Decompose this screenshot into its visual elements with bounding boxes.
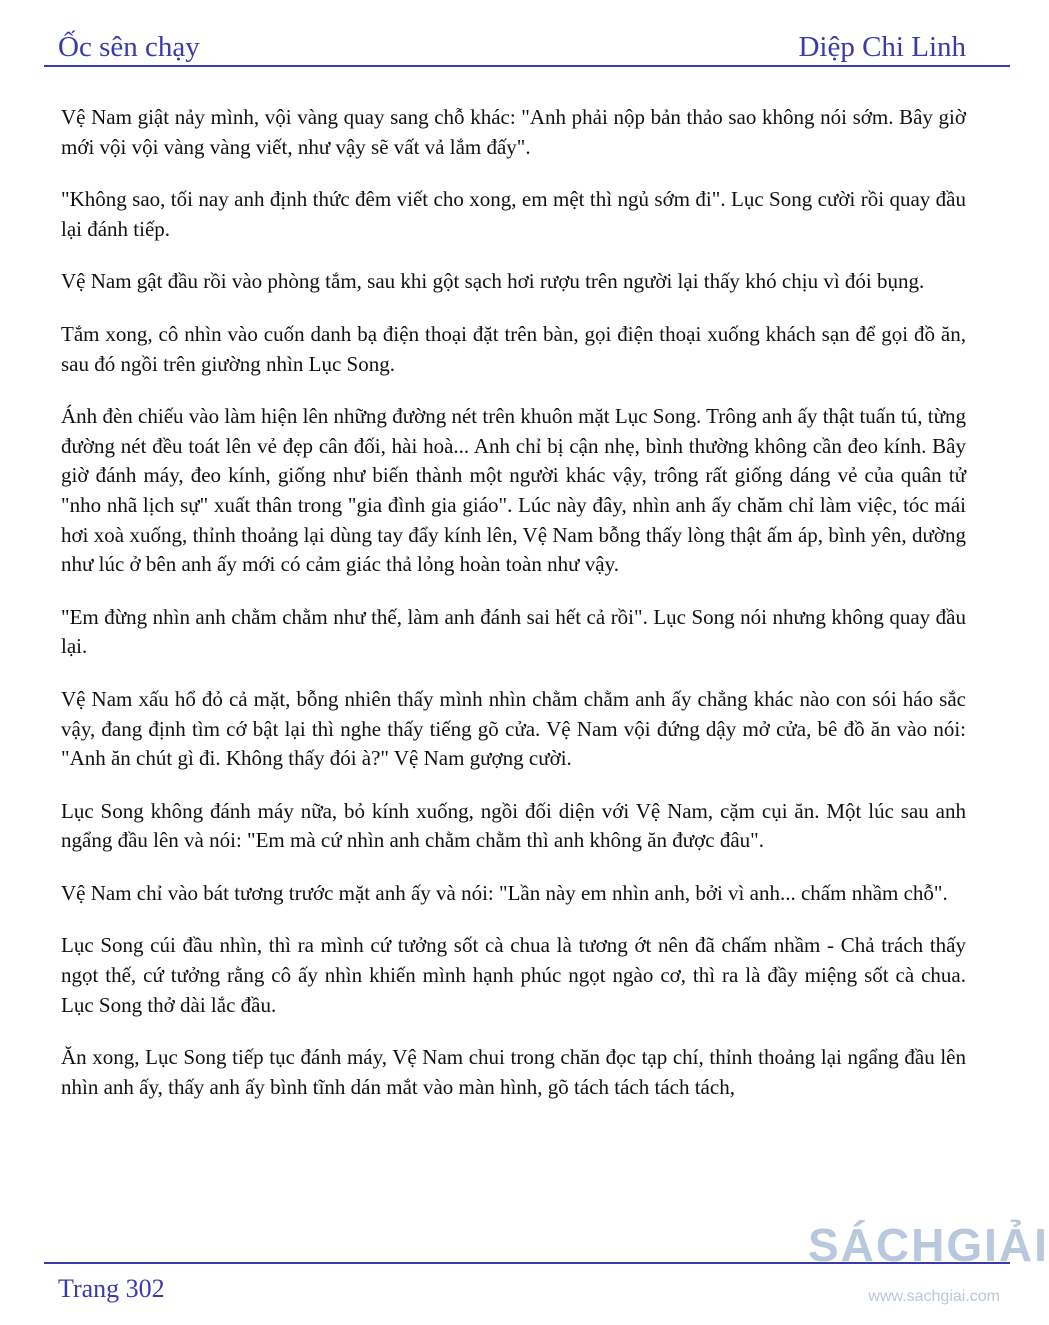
page-header [58,24,966,64]
paragraph-8: Lục Song không đánh máy nữa, bỏ kính xuống, ngồi đối diện với Vệ Nam, cặm cụi ăn. Một lúc sau anh ngẩng đầu lên và nói: "Em mà cứ nhìn anh chằm chằm thì anh không ăn được đâu". [61,798,966,853]
book-title: Ốc sên chạy [58,31,200,63]
paragraph-5: Ánh đèn chiếu vào làm hiện lên những đường nét trên khuôn mặt Lục Song. Trông anh ấy thật tuấn tú, từng đường nét đều toát lên vẻ đẹp cân đối, hài hoà... Anh chỉ bị cận nhẹ, bình thường không cần đeo kính. Bây giờ đánh máy, đeo kính, giống như biến thành một người khác vậy, trông rất giống dáng vẻ của quân tử "nho nhã lịch sự" xuất thân trong "gia đình gia giáo". Lúc này đây, nhìn anh ấy chăm chỉ làm việc, tóc mái hơi xoà xuống, thỉnh thoảng lại dùng tay đẩy kính lên, Vệ Nam bỗng thấy lòng thật ấm áp, bình yên, dường như lúc ở bên anh ấy mới có cảm giác thả lỏng hoàn toàn như vậy. [61,404,966,577]
watermark-url: www.sachgiai.com [868,1288,1000,1305]
watermark-logo: SÁCHGIẢI [808,1219,1049,1271]
paragraph-4: Tắm xong, cô nhìn vào cuốn danh bạ điện thoại đặt trên bàn, gọi điện thoại xuống khách sạn để gọi đồ ăn, sau đó ngồi trên giường nhìn Lục Song. [61,321,966,376]
author-name: Diệp Chi Linh [798,31,966,63]
paragraph-2: "Không sao, tối nay anh định thức đêm viết cho xong, em mệt thì ngủ sớm đi". Lục Song cười rồi quay đầu lại đánh tiếp. [61,187,966,241]
paragraph-10: Lục Song cúi đầu nhìn, thì ra mình cứ tưởng sốt cà chua là tương ớt nên đã chấm nhầm - Chả trách thấy ngọt thế, cứ tưởng rằng cô ấy nhìn khiến mình hạnh phúc ngọt ngào cơ, thì ra là đầy miệng sốt cà chua. Lục Song thở dài lắc đầu. [61,933,966,1017]
watermark [808,1219,1049,1318]
page-number: Trang 302 [58,1274,165,1303]
paragraph-9: Vệ Nam chỉ vào bát tương trước mặt anh ấy và nói: "Lần này em nhìn anh, bởi vì anh... chấm nhầm chỗ". [61,880,948,905]
paragraph-11: Ăn xong, Lục Song tiếp tục đánh máy, Vệ Nam chui trong chăn đọc tạp chí, thỉnh thoảng lại ngẩng đầu lên nhìn anh ấy, thấy anh ấy bình tĩnh dán mắt vào màn hình, gõ tách tách tách tách, [61,1045,966,1099]
paragraph-6: "Em đừng nhìn anh chằm chằm như thế, làm anh đánh sai hết cả rồi". Lục Song nói nhưng không quay đầu lại. [61,604,966,659]
page-body [61,103,966,1125]
header-divider [44,65,1010,67]
paragraph-1: Vệ Nam giật nảy mình, vội vàng quay sang chỗ khác: "Anh phải nộp bản thảo sao không nói sớm. Bây giờ mới vội vội vàng vàng viết, như vậy sẽ vất vả lắm đấy". [61,105,966,159]
paragraph-3: Vệ Nam gật đầu rồi vào phòng tắm, sau khi gột sạch hơi rượu trên người lại thấy khó chịu vì đói bụng. [61,269,925,294]
paragraph-7: Vệ Nam xấu hổ đỏ cả mặt, bỗng nhiên thấy mình nhìn chằm chằm anh ấy chẳng khác nào con sói háo sắc vậy, đang định tìm cớ bật lại thì nghe thấy tiếng gõ cửa. Vệ Nam vội đứng dậy mở cửa, bê đồ ăn vào nói: "Anh ăn chút gì đi. Không thấy đói à?" Vệ Nam gượng cười. [61,686,966,771]
